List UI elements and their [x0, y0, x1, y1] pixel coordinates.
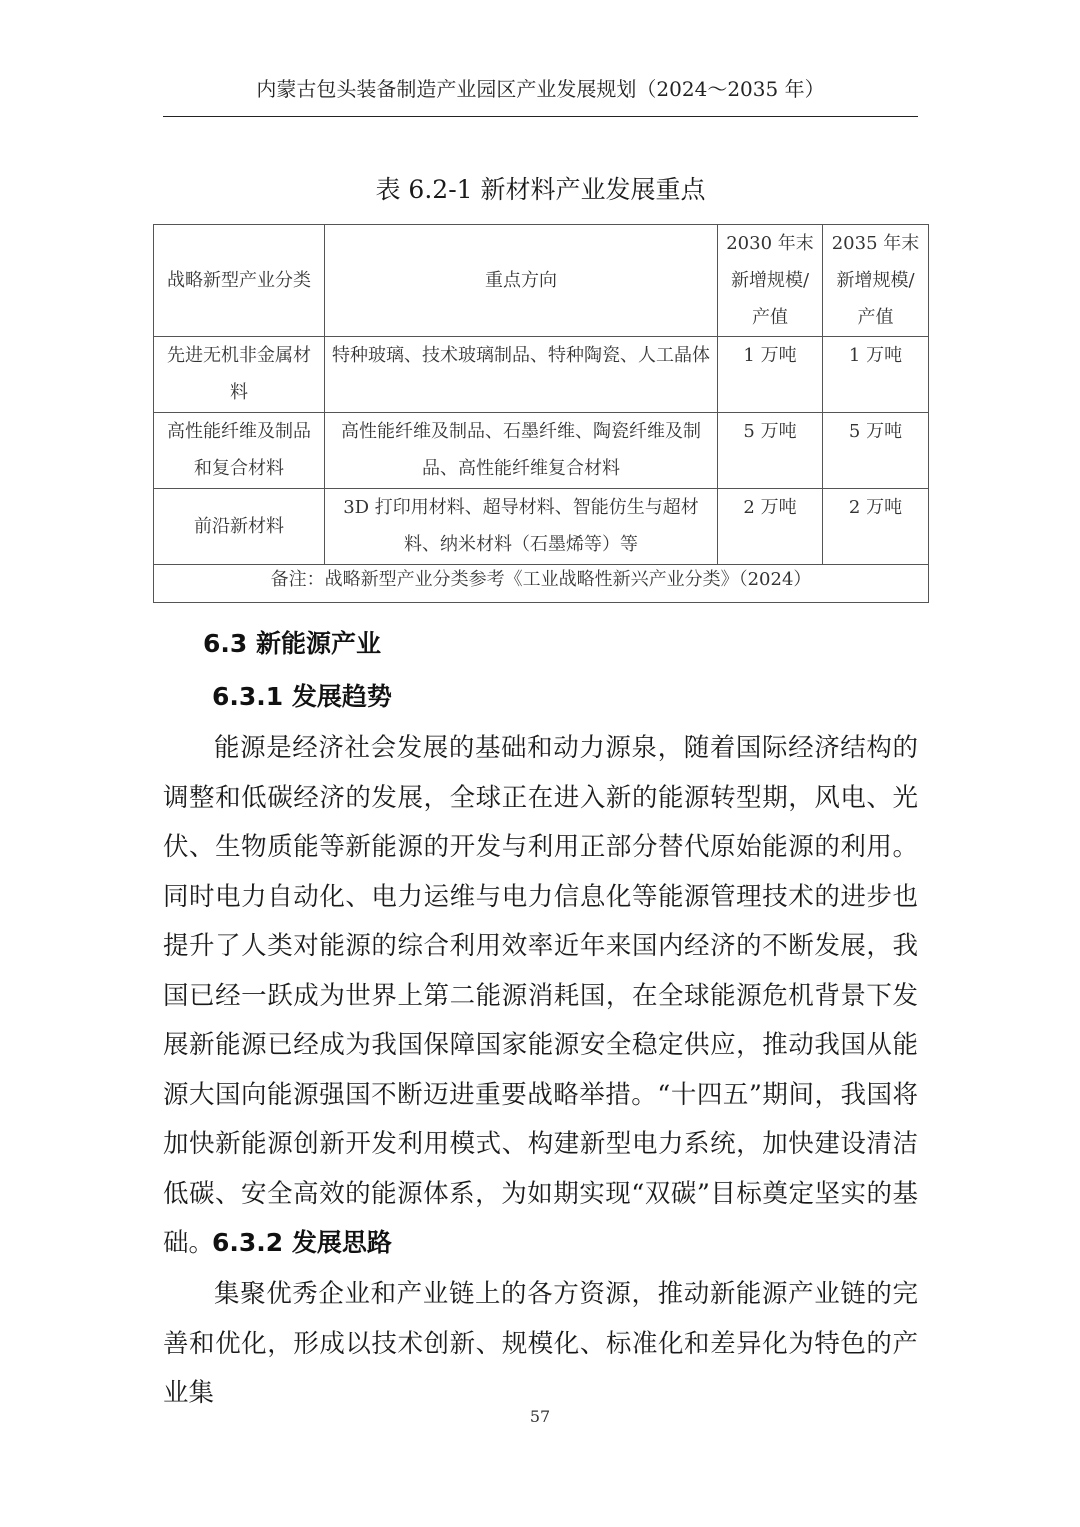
- direction-cell: 3D 打印用材料、超导材料、智能仿生与超材料、纳米材料（石墨烯等）等: [325, 489, 718, 565]
- column-header-2030: 2030 年末新增规模/产值: [718, 225, 823, 337]
- direction-cell: 特种玻璃、技术玻璃制品、特种陶瓷、人工晶体: [325, 337, 718, 413]
- page-header: 内蒙古包头装备制造产业园区产业发展规划（2024～2035 年）: [256, 77, 825, 101]
- column-header-direction: 重点方向: [325, 225, 718, 337]
- column-header-category: 战略新型产业分类: [154, 225, 325, 337]
- category-cell: 前沿新材料: [154, 489, 325, 565]
- category-cell: 先进无机非金属材料: [154, 337, 325, 413]
- scale-2030-cell: 1 万吨: [718, 337, 823, 413]
- table-note-row: [154, 565, 929, 603]
- column-header-2035: 2035 年末新增规模/产值: [823, 225, 929, 337]
- body-paragraph: 集聚优秀企业和产业链上的各方资源，推动新能源产业链的完善和优化，形成以技术创新、规模化、标准化和差异化为特色的产业集: [163, 1279, 918, 1408]
- body-paragraph: 能源是经济社会发展的基础和动力源泉，随着国际经济结构的调整和低碳经济的发展，全球正在进入新的能源转型期，风电、光伏、生物质能等新能源的开发与利用正部分替代原始能源的利用。同时电力自动化、电力运维与电力信息化等能源管理技术的进步也提升了人类对能源的综合利用效率近年来国内经济的不断发展，我国已经一跃成为世界上第二能源消耗国，在全球能源危机背景下发展新能源已经成为我国保障国家能源安全稳定供应，推动我国从能源大国向能源强国不断迈进重要战略举措。“十四五”期间，我国将加快新能源创新开发利用模式、构建新型电力系统，加快建设清洁低碳、安全高效的能源体系，为如期实现“双碳”目标奠定坚实的基础。: [163, 733, 918, 1258]
- header-divider: [163, 116, 918, 117]
- table-row: [154, 489, 929, 565]
- scale-2030-cell: 2 万吨: [718, 489, 823, 565]
- table-header-row: [154, 225, 929, 337]
- section-title: 6.3 新能源产业: [203, 629, 381, 658]
- table-row: [154, 413, 929, 489]
- table-row: [154, 337, 929, 413]
- table-caption: 表 6.2-1 新材料产业发展重点: [375, 175, 706, 204]
- scale-2035-cell: 5 万吨: [823, 413, 929, 489]
- subsection-title-trends: 6.3.1 发展趋势: [212, 682, 392, 711]
- page-number: 57: [529, 1407, 551, 1426]
- category-cell: 高性能纤维及制品和复合材料: [154, 413, 325, 489]
- industry-focus-table: [153, 224, 929, 603]
- subsection-title-approach: 6.3.2 发展思路: [212, 1228, 392, 1257]
- table-note: 备注：战略新型产业分类参考《工业战略性新兴产业分类》（2024）: [154, 565, 929, 603]
- scale-2035-cell: 1 万吨: [823, 337, 929, 413]
- direction-cell: 高性能纤维及制品、石墨纤维、陶瓷纤维及制品、高性能纤维复合材料: [325, 413, 718, 489]
- scale-2035-cell: 2 万吨: [823, 489, 929, 565]
- scale-2030-cell: 5 万吨: [718, 413, 823, 489]
